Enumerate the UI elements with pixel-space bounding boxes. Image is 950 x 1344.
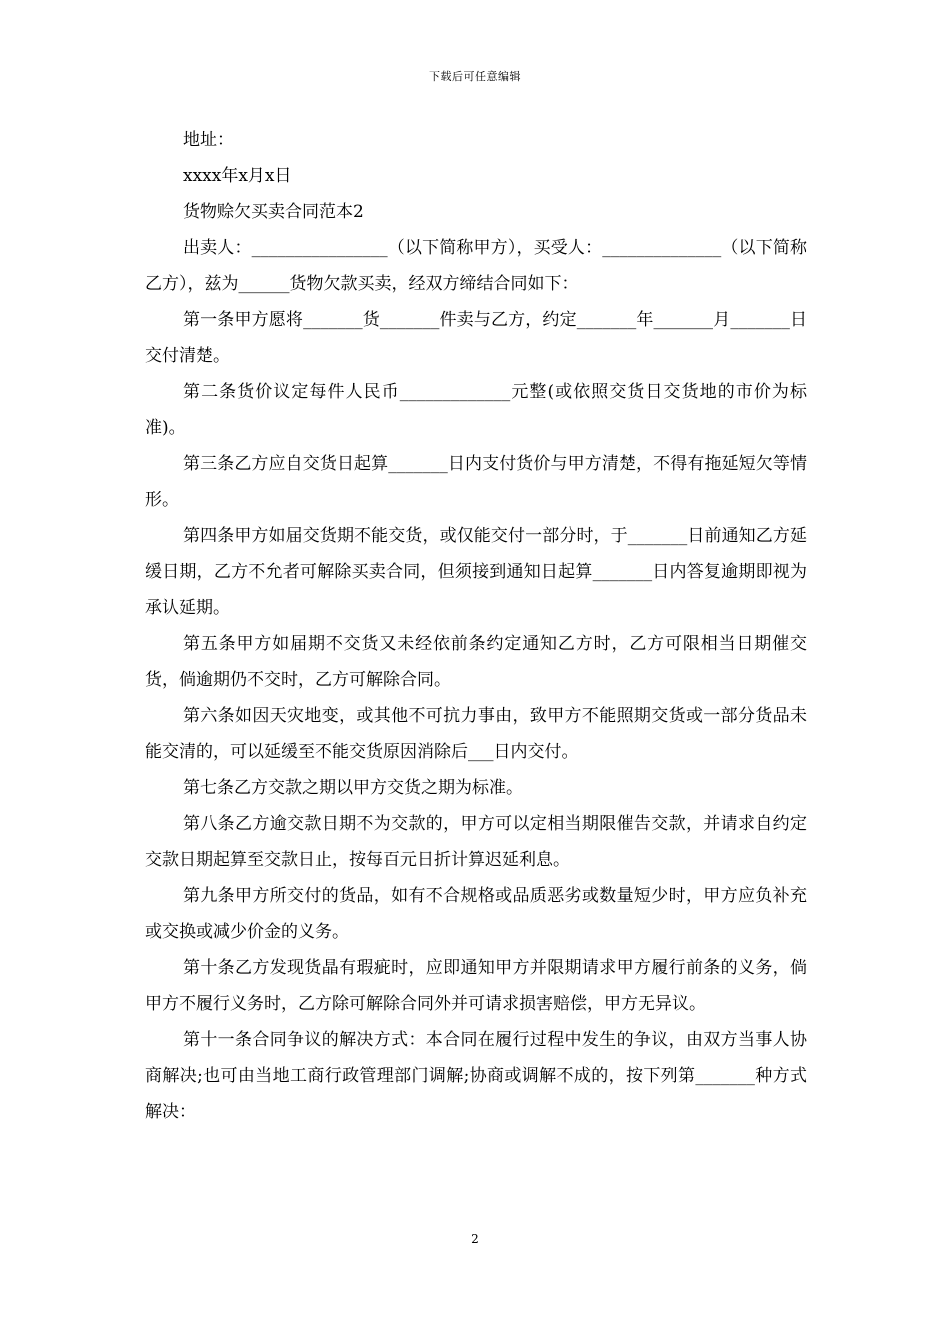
article-8: 第八条乙方逾交款日期不为交款的，甲方可以定相当期限催告交款，并请求自约定交款日期起算至交款日止，按每百元日折计算迟延利息。 (145, 814, 807, 870)
page-number: 2 (471, 1232, 479, 1246)
page-header: 下载后可任意编辑 (429, 70, 521, 83)
address-line: 地址： (183, 130, 234, 150)
article-5: 第五条甲方如届期不交货又未经依前条约定通知乙方时，乙方可限相当日期催交货，倘逾期仍不交时，乙方可解除合同。 (145, 634, 807, 690)
article-3: 第三条乙方应自交货日起算_______日内支付货价与甲方清楚，不得有拖延短欠等情形。 (145, 454, 807, 510)
document-body (145, 122, 807, 1130)
parties-paragraph: 出卖人：________________（以下简称甲方），买受人：______________（以下简称乙方），兹为______货物欠款买卖，经双方缔结合同如下： (145, 238, 807, 294)
article-6: 第六条如因天灾地变，或其他不可抗力事由，致甲方不能照期交货或一部分货品未能交清的，可以延缓至不能交货原因消除后___日内交付。 (145, 706, 807, 762)
article-2: 第二条货价议定每件人民币_____________元整(或依照交货日交货地的市价为标准)。 (145, 382, 807, 438)
article-7: 第七条乙方交款之期以甲方交货之期为标准。 (183, 778, 523, 798)
article-4: 第四条甲方如届交货期不能交货，或仅能交付一部分时，于_______日前通知乙方延缓日期，乙方不允者可解除买卖合同，但须接到通知日起算_______日内答复逾期即视为承认延期。 (145, 526, 807, 618)
article-11: 第十一条合同争议的解决方式：本合同在履行过程中发生的争议，由双方当事人协商解决;也可由当地工商行政管理部门调解;协商或调解不成的，按下列第_______种方式解决： (145, 1030, 807, 1122)
article-10: 第十条乙方发现货晶有瑕疵时，应即通知甲方并限期请求甲方履行前条的义务，倘甲方不履行义务时，乙方除可解除合同外并可请求损害赔偿，甲方无异议。 (145, 958, 807, 1014)
article-9: 第九条甲方所交付的货品，如有不合规格或品质恶劣或数量短少时，甲方应负补充或交换或减少价金的义务。 (145, 886, 807, 942)
contract-title: 货物赊欠买卖合同范本2 (183, 202, 364, 222)
date-line: xxxx年x月x日 (183, 166, 292, 186)
article-1: 第一条甲方愿将_______货_______件卖与乙方，约定_______年_______月_______日交付清楚。 (145, 310, 807, 366)
